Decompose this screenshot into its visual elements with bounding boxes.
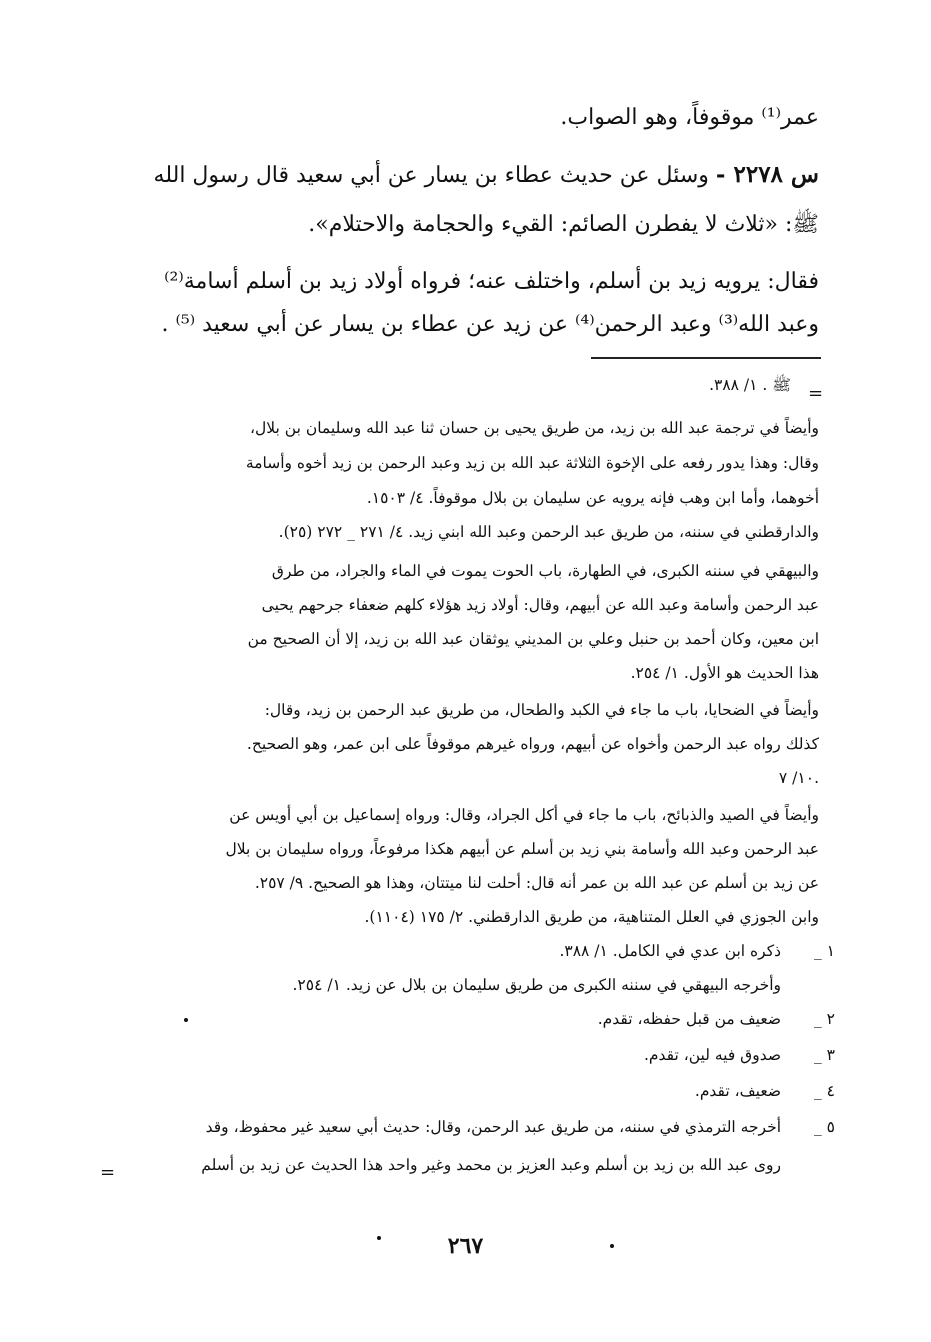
footnote-line: عبد الرحمن وأسامة وعبد الله عن أبيهم، وقال: أولاد زيد هؤلاء كلهم ضعفاء جرحهم يحيى bbox=[261, 596, 819, 614]
footnote-number: ٢ _ bbox=[813, 1010, 835, 1028]
footnote-text: ضعيف، تقدم. bbox=[694, 1082, 781, 1100]
scan-speck bbox=[184, 1018, 188, 1022]
footnote-line: والبيهقي في سننه الكبرى، في الطهارة، باب الحوت يموت في الماء والجراد، من طرق bbox=[271, 562, 819, 580]
footnote-line: كذلك رواه عبد الرحمن وأخواه عن أبيهم، ورواه غيرهم موقوفاً على ابن عمر، وهو الصحيح. bbox=[246, 735, 819, 753]
footnote-line: عن زيد بن أسلم عن عبد الله بن عمر أنه قال: أحلت لنا ميتتان، وهذا هو الصحيح. ٩/ ٢٥٧. bbox=[254, 874, 819, 892]
main-line-4: فقال: يرويه زيد بن أسلم، واختلف عنه؛ فرواه أولاد زيد بن أسلم أسامة⁽²⁾ bbox=[164, 269, 819, 294]
continuation-mark-top: = bbox=[808, 383, 824, 404]
main-line-5: وعبد الله⁽³⁾ وعبد الرحمن⁽⁴⁾ عن زيد عن عطاء بن يسار عن أبي سعيد ⁽⁵⁾ . bbox=[161, 312, 819, 337]
footnote-line: عبد الرحمن وعبد الله وأسامة بني زيد بن أسلم عن أبيهم هكذا مرفوعاً، ورواه سليمان بن بلال bbox=[225, 840, 819, 858]
footnote-number: ٥ _ bbox=[813, 1118, 835, 1136]
footnote-line: وأيضاً في الصيد والذبائح، باب ما جاء في أكل الجراد، وقال: ورواه إسماعيل بن أبي أويس عن bbox=[229, 806, 819, 824]
page-number: ٢٦٧ bbox=[447, 1233, 484, 1259]
footnote-line: ابن معين، وكان أحمد بن حنبل وعلي بن المديني يوثقان عبد الله بن زيد، إلا أن الصحيح من bbox=[247, 630, 819, 648]
footnote-line: وأيضاً في الضحايا، باب ما جاء في الكبد والطحال، من طريق عبد الرحمن بن زيد، وقال: bbox=[264, 701, 819, 719]
footnote-line: أخوهما، وأما ابن وهب فإنه يرويه عن سليمان بن بلال موقوفاً. ٤/ ١٥٠٣. bbox=[366, 489, 819, 507]
footnote-line: هذا الحديث هو الأول. ١/ ٢٥٤. bbox=[630, 664, 819, 682]
footnote-number: ٣ _ bbox=[813, 1046, 835, 1064]
question-number: س ٢٢٧٨ - bbox=[715, 161, 819, 188]
footnote-text: أخرجه الترمذي في سننه، من طريق عبد الرحمن، وقال: حديث أبي سعيد غير محفوظ، وقد bbox=[205, 1118, 781, 1136]
footnote-line: وابن الجوزي في العلل المتناهية، من طريق الدارقطني. ٢/ ١٧٥ (١١٠٤). bbox=[364, 908, 819, 926]
footnote-number: ١ _ bbox=[813, 942, 835, 960]
footnote-separator bbox=[591, 357, 821, 359]
footnote-line: وأيضاً في ترجمة عبد الله بن زيد، من طريق يحيى بن حسان ثنا عبد الله وسليمان بن بلال، bbox=[250, 419, 819, 437]
footnote-text: وأخرجه البيهقي في سننه الكبرى من طريق سليمان بن بلال عن زيد. ١/ ٢٥٤. bbox=[292, 976, 781, 994]
footnote-text: صدوق فيه لين، تقدم. bbox=[643, 1046, 781, 1064]
footnote-text: ضعيف من قبل حفظه، تقدم. bbox=[597, 1010, 781, 1028]
footnote-line: ١٠/ ٧. bbox=[778, 769, 819, 787]
footnote-text: روى عبد الله بن زيد بن أسلم وعبد العزيز بن محمد وغير واحد هذا الحديث عن زيد بن أسلم bbox=[201, 1156, 781, 1174]
footnote-text: ذكره ابن عدي في الكامل. ١/ ٣٨٨. bbox=[559, 942, 781, 960]
main-line-1: عمر⁽¹⁾ موقوفاً، وهو الصواب. bbox=[560, 105, 819, 130]
footnote-number: ٤ _ bbox=[813, 1082, 835, 1100]
scan-speck bbox=[610, 1244, 614, 1248]
question-line bbox=[154, 155, 819, 196]
footnote-line: ﷺ . ١/ ٣٨٨. bbox=[709, 376, 791, 394]
footnote-line: وقال: وهذا يدور رفعه على الإخوة الثلاثة عبد الله بن زيد وعبد الرحمن بن زيد أخوه وأسامة bbox=[245, 454, 819, 472]
footnote-line: والدارقطني في سننه، من طريق عبد الرحمن وعبد الله ابني زيد. ٤/ ٢٧١ _ ٢٧٢ (٢٥). bbox=[278, 523, 819, 541]
main-line-2: وسئل عن حديث عطاء بن يسار عن أبي سعيد قال رسول الله bbox=[153, 163, 709, 188]
scan-speck bbox=[377, 1236, 381, 1240]
continuation-mark-bottom: = bbox=[100, 1162, 116, 1183]
main-line-3: ﷺ: «ثلاث لا يفطرن الصائم: القيء والحجامة والاحتلام». bbox=[308, 212, 819, 237]
